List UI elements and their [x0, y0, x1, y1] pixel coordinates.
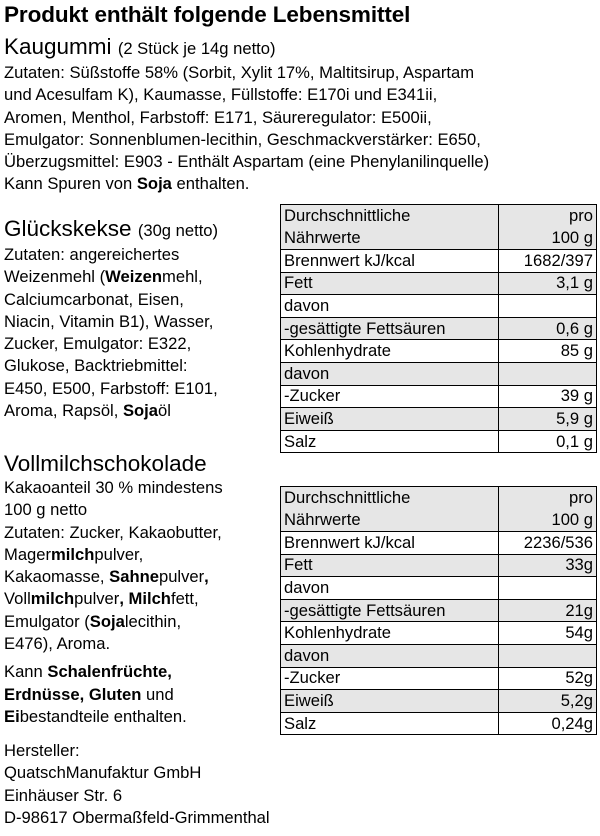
glueckskekse-heading — [4, 216, 276, 244]
nutrient-label: davon — [281, 577, 499, 600]
table-row — [281, 667, 597, 690]
allergen-bold: Sahne — [109, 567, 159, 587]
nutrient-label: -gesättigte Fettsäuren — [281, 317, 499, 340]
nutrient-label: davon — [281, 295, 499, 318]
table-row — [281, 712, 597, 735]
nutrient-value: 5,9 g — [498, 408, 596, 431]
allergen-text: enthalten. — [171, 174, 250, 194]
allergen-text: bestandteile enthalten. — [19, 706, 187, 726]
nutrient-value: 3,1 g — [498, 272, 596, 295]
allergen-bold: Soja — [136, 174, 172, 194]
allergen-bold: Erdnüsse, Gluten — [4, 684, 142, 704]
nutrient-label: Eiweiß — [281, 408, 499, 431]
ingredient-text: Voll — [4, 589, 31, 609]
ingredient-line — [4, 544, 276, 566]
nutrient-label: Fett — [281, 272, 499, 295]
kaugummi-ingredients-line: Emulgator: Sonnenblumen-lecithin, Geschmackverstärker: E650, — [4, 129, 481, 149]
table-row — [281, 577, 597, 600]
kaugummi-ingredients-line: Aromen, Menthol, Farbstoff: E171, Säureregulator: E500ii, — [4, 107, 432, 127]
ingredient-line: Glukose, Backtriebmittel: — [4, 356, 188, 376]
table-row — [281, 622, 597, 645]
manufacturer-block — [4, 740, 270, 829]
allergen-bold: Ei — [4, 706, 20, 726]
allergen-bold: , — [204, 567, 209, 587]
nutrition-table-schokolade — [280, 486, 597, 735]
ingredient-line: E450, E500, Farbstoff: E101, — [4, 378, 218, 398]
ingredient-line — [4, 566, 276, 588]
kaugummi-net-weight: (2 Stück je 14g netto) — [117, 39, 276, 58]
nutrient-value: 5,2g — [498, 690, 596, 713]
table-header-cell: 100 g — [498, 227, 596, 250]
allergen-text: Kann — [4, 662, 48, 682]
glueckskekse-net-weight: (30g netto) — [137, 221, 219, 240]
kaugummi-section — [4, 34, 600, 196]
ingredient-text: Weizenmehl ( — [4, 267, 106, 287]
manufacturer-label: Hersteller: — [4, 741, 80, 760]
manufacturer-name: QuatschManufaktur GmbH — [4, 763, 202, 783]
table-row — [281, 317, 597, 340]
ingredient-text: mehl, — [162, 267, 203, 287]
allergen-bold: milch — [51, 544, 95, 564]
nutrient-label: -Zucker — [281, 667, 499, 690]
table-row — [281, 554, 597, 577]
nutrient-label: davon — [281, 644, 499, 667]
ingredient-text: pulver — [158, 567, 205, 587]
nutrient-value: 52g — [498, 667, 596, 690]
kaugummi-heading — [4, 34, 600, 62]
nutrient-label: Kohlenhydrate — [281, 340, 499, 363]
ingredient-line: Niacin, Vitamin B1), Wasser, — [4, 311, 214, 331]
nutrient-label: davon — [281, 362, 499, 385]
table-row — [281, 644, 597, 667]
table-row — [281, 295, 597, 318]
ingredient-text: Mager — [4, 544, 52, 564]
nutrient-value: 0,24g — [498, 712, 596, 735]
page-title: Produkt enthält folgende Lebensmittel — [4, 2, 411, 27]
ingredient-line: 100 g netto — [4, 500, 88, 520]
table-row — [281, 362, 597, 385]
table-row — [281, 690, 597, 713]
ingredient-text: lecithin, — [124, 611, 182, 631]
kaugummi-ingredients-line: Zutaten: Süßstoffe 58% (Sorbit, Xylit 17%, Maltitsirup, Aspartam — [4, 63, 475, 82]
kaugummi-ingredients-line: und Acesulfam K), Kaumasse, Füllstoffe: E170i und E341ii, — [4, 85, 438, 105]
nutrient-value: 85 g — [498, 340, 596, 363]
table-row — [281, 532, 597, 555]
ingredient-line — [4, 588, 276, 610]
table-row — [281, 250, 597, 273]
allergen-bold: , Milch — [119, 589, 171, 609]
nutrition-table-glueckskekse — [280, 204, 597, 453]
nutrient-value: 39 g — [498, 385, 596, 408]
ingredient-line: Zutaten: angereichertes — [4, 245, 180, 264]
ingredient-text: öl — [158, 401, 171, 421]
schokolade-section — [4, 451, 276, 728]
table-row — [281, 430, 597, 453]
nutrient-label: -gesättigte Fettsäuren — [281, 599, 499, 622]
nutrient-value: 33g — [498, 554, 596, 577]
table-header-cell: Nährwerte — [281, 227, 499, 250]
nutrient-value — [498, 644, 596, 667]
nutrient-value: 21g — [498, 599, 596, 622]
nutrient-value — [498, 577, 596, 600]
glueckskekse-section — [4, 216, 276, 422]
nutrient-value: 2236/536 — [498, 532, 596, 555]
ingredient-line: Kakaoanteil 30 % mindestens — [4, 478, 223, 497]
allergen-bold: milch — [30, 589, 75, 609]
nutrient-value: 54g — [498, 622, 596, 645]
table-header-row — [281, 487, 597, 510]
ingredient-text: Kakaomasse, — [4, 567, 110, 587]
nutrient-value — [498, 362, 596, 385]
allergen-line — [4, 684, 276, 706]
nutrient-value: 0,1 g — [498, 430, 596, 453]
table-header-cell: Durchschnittliche — [281, 487, 499, 510]
table-header-row — [281, 227, 597, 250]
nutrient-label: Kohlenhydrate — [281, 622, 499, 645]
kaugummi-allergen-note — [4, 173, 600, 195]
nutrient-label: Eiweiß — [281, 690, 499, 713]
nutrient-label: Salz — [281, 712, 499, 735]
schokolade-heading: Vollmilchschokolade — [4, 451, 207, 476]
nutrient-value: 1682/397 — [498, 250, 596, 273]
table-header-cell: 100 g — [498, 509, 596, 532]
table-header-cell: Durchschnittliche — [281, 205, 499, 228]
ingredient-line — [4, 266, 276, 288]
allergen-text: und — [141, 684, 174, 704]
table-row — [281, 340, 597, 363]
allergen-bold: Schalenfrüchte, — [47, 662, 172, 682]
table-header-row — [281, 205, 597, 228]
ingredient-line: Calciumcarbonat, Eisen, — [4, 289, 184, 309]
ingredient-line — [4, 611, 276, 633]
table-row — [281, 272, 597, 295]
ingredient-text: Emulgator ( — [4, 611, 90, 631]
table-row — [281, 408, 597, 431]
table-header-row — [281, 509, 597, 532]
manufacturer-city: D-98617 Obermaßfeld-Grimmenthal — [4, 807, 270, 827]
ingredient-line: Zutaten: Zucker, Kakaobutter, — [4, 522, 222, 542]
table-row — [281, 385, 597, 408]
manufacturer-street: Einhäuser Str. 6 — [4, 785, 123, 805]
table-header-cell: pro — [498, 487, 596, 510]
nutrient-label: Salz — [281, 430, 499, 453]
allergen-bold: Soja — [122, 401, 159, 421]
ingredient-line — [4, 400, 276, 422]
nutrient-label: Brennwert kJ/kcal — [281, 532, 499, 555]
ingredient-text: fett, — [170, 589, 199, 609]
allergen-bold: Weizen — [105, 267, 163, 287]
allergen-line — [4, 706, 276, 728]
allergen-bold: Soja — [89, 611, 125, 631]
ingredient-text: Aroma, Rapsöl, — [4, 401, 123, 421]
ingredient-line: Zucker, Emulgator: E322, — [4, 334, 192, 354]
allergen-line — [4, 661, 276, 683]
kaugummi-name: Kaugummi — [4, 34, 112, 59]
nutrient-value: 0,6 g — [498, 317, 596, 340]
kaugummi-ingredients-line: Überzugsmittel: E903 - Enthält Aspartam (eine Phenylanilinquelle) — [4, 152, 490, 172]
ingredient-text: pulver — [74, 589, 120, 609]
ingredient-text: pulver, — [94, 544, 144, 564]
glueckskekse-name: Glückskekse — [4, 216, 132, 241]
table-header-cell: Nährwerte — [281, 509, 499, 532]
nutrient-value — [498, 295, 596, 318]
allergen-text: Kann Spuren von — [4, 174, 137, 194]
nutrient-label: Brennwert kJ/kcal — [281, 250, 499, 273]
table-header-cell: pro — [498, 205, 596, 228]
nutrient-label: -Zucker — [281, 385, 499, 408]
ingredient-line: E476), Aroma. — [4, 634, 111, 654]
table-row — [281, 599, 597, 622]
nutrient-label: Fett — [281, 554, 499, 577]
